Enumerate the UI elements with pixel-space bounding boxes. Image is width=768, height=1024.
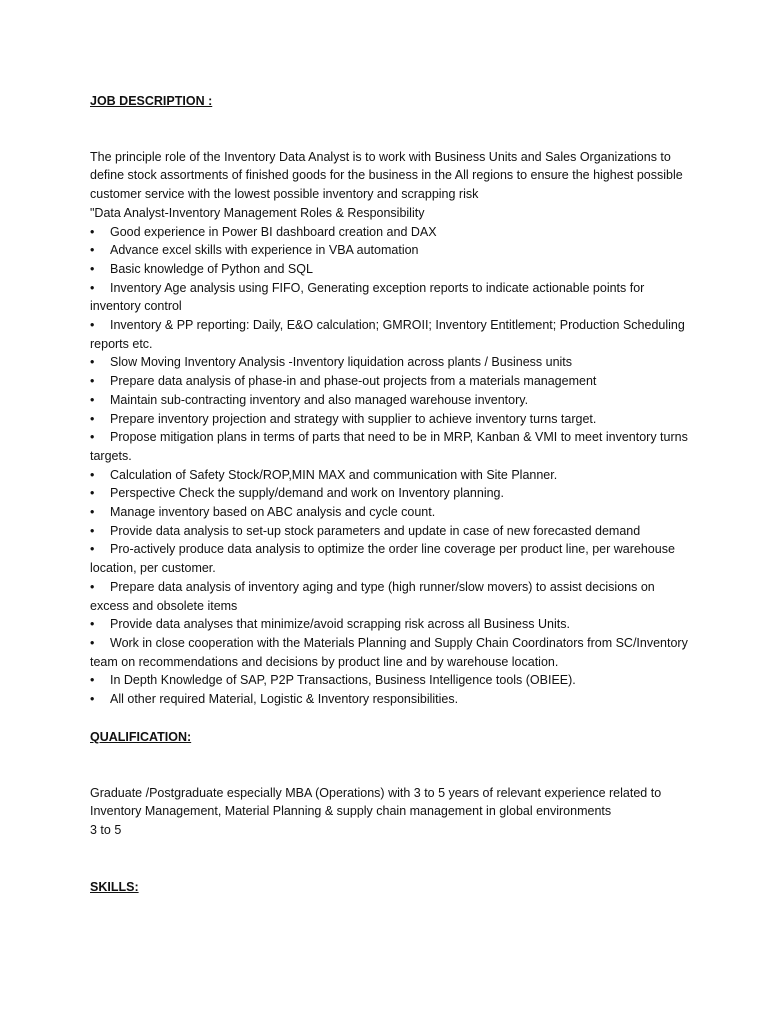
document-page — [90, 92, 690, 896]
responsibility-item — [90, 634, 690, 671]
bullet-icon: • — [90, 542, 95, 557]
bullet-icon: • — [90, 505, 95, 520]
responsibility-text: Calculation of Safety Stock/ROP,MIN MAX and communication with Site Planner. — [110, 467, 558, 482]
responsibility-item — [90, 690, 690, 709]
responsibility-text: Work in close cooperation with the Materials Planning and Supply Chain Coordinators from SC/Inventory team on recommendations and decisions by product line and by warehouse location. — [90, 635, 688, 669]
job-intro-paragraph: The principle role of the Inventory Data Analyst is to work with Business Units and Sales Organizations to define stock assortments of finished goods for the business in the All regions to ensure the highest possible customer service with the lowest possible inventory and scrapping risk — [90, 149, 683, 202]
responsibility-item — [90, 260, 690, 279]
job-description-heading: JOB DESCRIPTION : — [90, 94, 213, 108]
responsibility-text: Inventory Age analysis using FIFO, Generating exception reports to indicate actionable points for inventory control — [90, 280, 645, 314]
bullet-icon: • — [90, 374, 95, 389]
responsibilities-list — [90, 223, 690, 709]
bullet-icon: • — [90, 467, 95, 482]
skills-heading: SKILLS: — [90, 879, 139, 894]
bullet-icon: • — [90, 486, 95, 501]
responsibility-text: Provide data analysis to set-up stock parameters and update in case of new forecasted demand — [110, 523, 641, 538]
bullet-icon: • — [90, 635, 95, 650]
responsibility-text: Propose mitigation plans in terms of parts that need to be in MRP, Kanban & VMI to meet inventory turns targets. — [90, 430, 688, 463]
bullet-icon: • — [90, 617, 95, 632]
qualification-heading: QUALIFICATION: — [90, 729, 192, 744]
bullet-icon: • — [90, 261, 95, 276]
responsibility-item — [90, 241, 690, 260]
responsibility-item — [90, 316, 690, 353]
responsibility-item — [90, 503, 690, 522]
bullet-icon: • — [90, 411, 95, 426]
responsibility-item — [90, 671, 690, 690]
bullet-icon: • — [90, 392, 95, 407]
responsibility-item — [90, 353, 690, 372]
responsibility-text: Pro-actively produce data analysis to optimize the order line coverage per product line, per warehouse location, per customer. — [90, 542, 675, 576]
responsibility-text: Inventory & PP reporting: Daily, E&O calculation; GMROII; Inventory Entitlement; Production Scheduling reports etc. — [90, 318, 685, 351]
bullet-icon: • — [90, 673, 95, 688]
bullet-icon: • — [90, 692, 95, 707]
bullet-icon: • — [90, 280, 95, 295]
responsibility-item — [90, 522, 690, 541]
responsibility-text: In Depth Knowledge of SAP, P2P Transactions, Business Intelligence tools (OBIEE). — [110, 673, 576, 688]
responsibility-item — [90, 223, 690, 242]
responsibility-item — [90, 372, 690, 391]
responsibility-text: Prepare data analysis of phase-in and phase-out projects from a materials management — [110, 374, 597, 389]
responsibility-text: Maintain sub-contracting inventory and also managed warehouse inventory. — [110, 392, 529, 407]
responsibility-item — [90, 484, 690, 503]
bullet-icon: • — [90, 523, 95, 538]
qualification-years: 3 to 5 — [90, 822, 122, 837]
responsibility-text: Perspective Check the supply/demand and work on Inventory planning. — [110, 486, 504, 501]
responsibility-text: Prepare inventory projection and strategy with supplier to achieve inventory turns target. — [110, 411, 597, 426]
responsibility-text: All other required Material, Logistic & Inventory responsibilities. — [110, 692, 459, 707]
responsibility-item — [90, 391, 690, 410]
bullet-icon: • — [90, 355, 95, 370]
responsibility-text: Prepare data analysis of inventory aging and type (high runner/slow movers) to assist decisions on excess and obsolete items — [90, 579, 655, 613]
responsibility-text: Slow Moving Inventory Analysis -Inventory liquidation across plants / Business units — [110, 355, 573, 370]
bullet-icon: • — [90, 224, 95, 239]
responsibility-item — [90, 428, 690, 465]
responsibility-item — [90, 615, 690, 634]
responsibility-text: Good experience in Power BI dashboard creation and DAX — [110, 224, 437, 239]
responsibility-item — [90, 410, 690, 429]
bullet-icon: • — [90, 318, 95, 333]
responsibility-item — [90, 466, 690, 485]
responsibility-text: Basic knowledge of Python and SQL — [110, 261, 313, 276]
bullet-icon: • — [90, 579, 95, 594]
responsibility-text: Manage inventory based on ABC analysis and cycle count. — [110, 505, 436, 520]
responsibility-item — [90, 279, 690, 316]
roles-title: "Data Analyst-Inventory Management Roles & Responsibility — [90, 205, 425, 220]
bullet-icon: • — [90, 430, 95, 445]
responsibility-item — [90, 540, 690, 577]
responsibility-text: Provide data analyses that minimize/avoid scrapping risk across all Business Units. — [110, 617, 570, 632]
bullet-icon: • — [90, 243, 95, 258]
responsibility-text: Advance excel skills with experience in VBA automation — [110, 243, 419, 258]
responsibility-item — [90, 578, 690, 615]
qualification-text: Graduate /Postgraduate especially MBA (Operations) with 3 to 5 years of relevant experience related to Inventory Management, Material Planning & supply chain management in global environments — [90, 785, 662, 819]
